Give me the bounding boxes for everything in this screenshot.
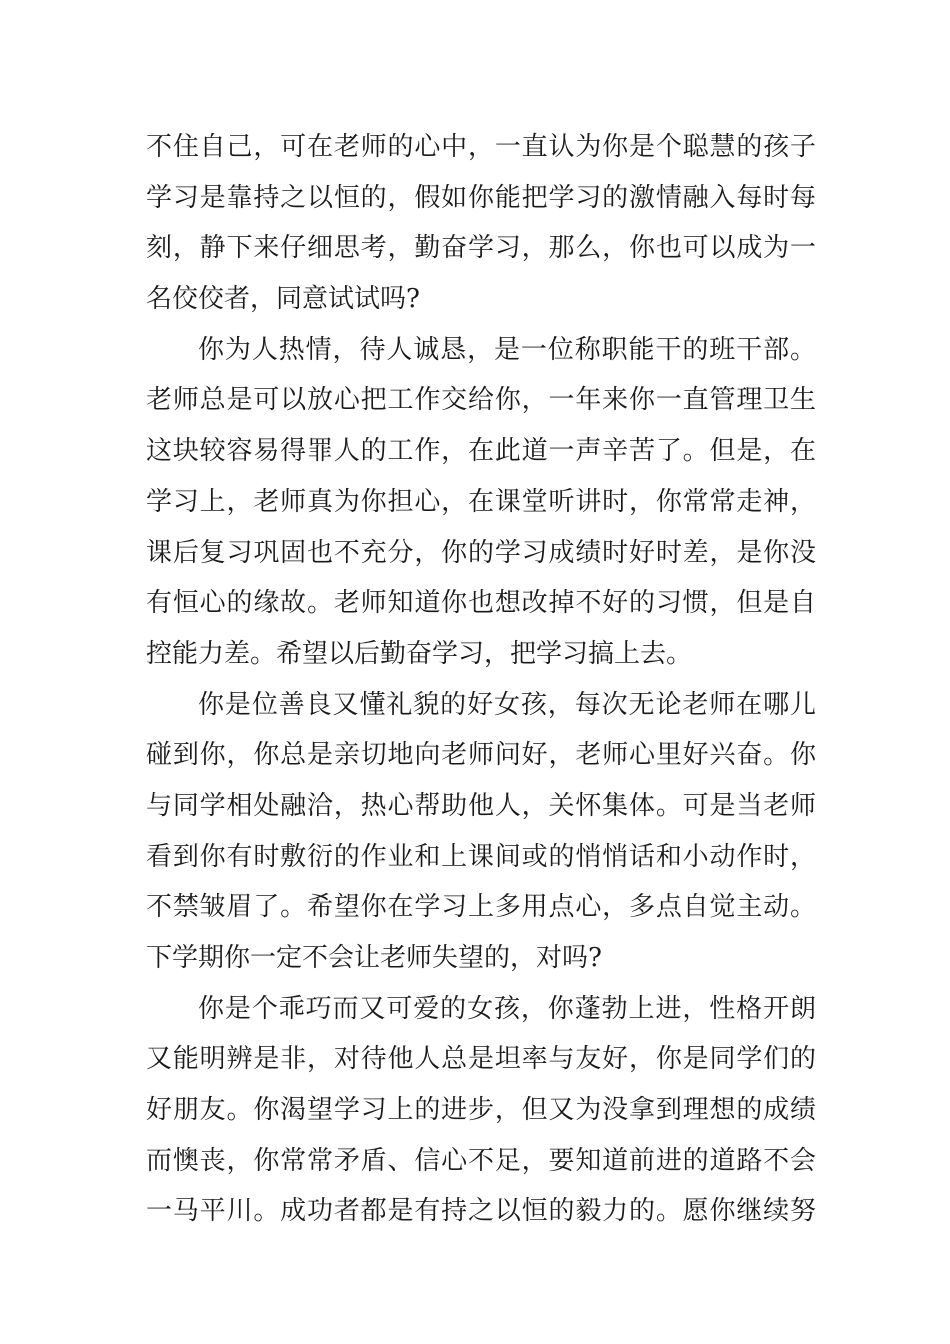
text-line: 碰到你，你总是亲切地向老师问好，老师心里好兴奋。你 xyxy=(146,740,816,771)
paragraph-first-line: 你是个乖巧而又可爱的女孩，你蓬勃上进，性格开朗 xyxy=(198,993,816,1024)
text-line: 有恒心的缘故。老师知道你也想改掉不好的习惯，但是自 xyxy=(146,588,816,619)
paragraph-first-line: 你是位善良又懂礼貌的好女孩，每次无论老师在哪儿 xyxy=(198,689,816,720)
text-line: 控能力差。希望以后勤奋学习，把学习搞上去。 xyxy=(146,638,693,669)
text-line: 课后复习巩固也不充分，你的学习成绩时好时差，是你没 xyxy=(146,537,816,568)
text-line: 而懊丧，你常常矛盾、信心不足，要知道前进的道路不会 xyxy=(146,1145,816,1176)
text-line: 学习上，老师真为你担心，在课堂听讲时，你常常走神， xyxy=(146,486,816,517)
text-line: 学习是靠持之以恒的，假如你能把学习的激情融入每时每 xyxy=(146,182,816,213)
text-line: 下学期你一定不会让老师失望的，对吗? xyxy=(146,943,602,973)
text-line: 刻，静下来仔细思考，勤奋学习，那么，你也可以成为一 xyxy=(146,233,816,264)
text-line: 与同学相处融洽，热心帮助他人，关怀集体。可是当老师 xyxy=(146,790,816,821)
text-line: 又能明辨是非，对待他人总是坦率与友好，你是同学们的 xyxy=(146,1044,816,1075)
text-line: 不住自己，可在老师的心中，一直认为你是个聪慧的孩子 xyxy=(146,132,816,162)
text-line: 一马平川。成功者都是有持之以恒的毅力的。愿你继续努 xyxy=(146,1196,816,1227)
document-body-text xyxy=(146,122,816,1237)
text-line: 老师总是可以放心把工作交给你，一年来你一直管理卫生 xyxy=(146,385,816,416)
text-line: 看到你有时敷衍的作业和上课间或的悄悄话和小动作时， xyxy=(146,841,816,872)
text-line: 好朋友。你渴望学习上的进步，但又为没拿到理想的成绩 xyxy=(146,1095,816,1126)
text-line: 不禁皱眉了。希望你在学习上多用点心，多点自觉主动。 xyxy=(146,892,816,923)
text-line: 名佼佼者，同意试试吗? xyxy=(146,284,420,315)
paragraph-first-line: 你为人热情，待人诚恳，是一位称职能干的班干部。 xyxy=(198,334,816,365)
text-line: 这块较容易得罪人的工作，在此道一声辛苦了。但是，在 xyxy=(146,436,816,467)
